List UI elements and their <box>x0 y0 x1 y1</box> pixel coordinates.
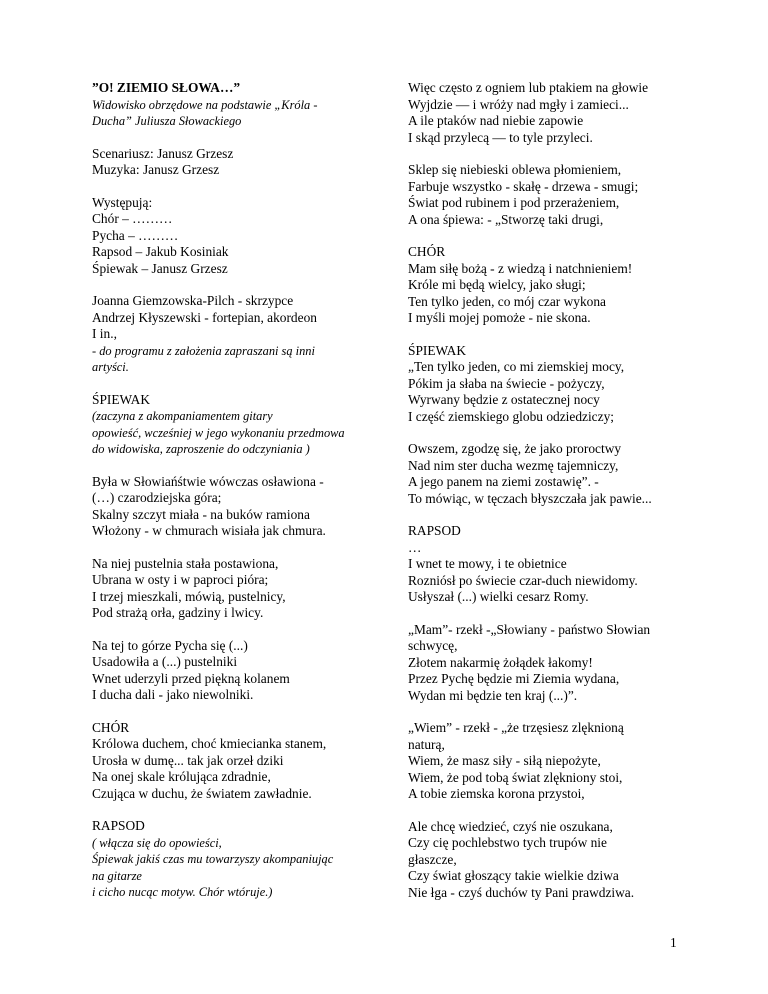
subtitle-line: Widowisko obrzędowe na podstawie „Króla - <box>92 97 318 112</box>
verse-line: (…) czarodziejska góra; <box>92 490 222 505</box>
verse-line: Wiem, że pod tobą świat zlękniony stoi, <box>408 769 623 785</box>
stage-direction-line: ( włącza się do opowieści, <box>92 835 222 850</box>
stage-direction-line: opowieść, wcześniej w jego wykonaniu przedmowa <box>92 425 345 440</box>
stage-direction-line: do widowiska, zaproszenie do odczyniania ) <box>92 442 310 456</box>
verse-line: Wydan mi będzie ten kraj (...)”. <box>408 687 578 703</box>
musician-note-line: - do programu z założenia zapraszani są inni <box>92 343 315 358</box>
cast-line: Śpiewak – Janusz Grzesz <box>92 260 228 276</box>
stanza <box>92 474 382 540</box>
verse-line: Czująca w duchu, że światem zawładnie. <box>92 785 312 801</box>
musician-line: Joanna Giemzowska-Pilch - skrzypce <box>92 293 294 308</box>
stage-direction-line: Śpiewak jakiś czas mu towarzyszy akompaniując <box>92 852 334 866</box>
verse-line: I trzej mieszkali, mówią, pustelnicy, <box>92 588 286 604</box>
verse-line: Wiem, że masz siły - siłą niepożyte, <box>408 753 601 768</box>
verse-line: I skąd przylecą — to tyle przyleci. <box>408 129 593 145</box>
verse-line: Skalny szczyt miała - na buków ramiona <box>92 506 310 522</box>
verse-line: CHÓR <box>408 244 446 259</box>
verse-line: Owszem, zgodzę się, że jako proroctwy <box>408 441 622 456</box>
verse-line: I wnet te mowy, i te obietnice <box>408 556 567 571</box>
cast-block <box>92 195 382 278</box>
cast-line: Pycha – ……… <box>92 227 179 243</box>
verse-line: Ale chcę wiedzieć, czyś nie oszukana, <box>408 818 613 834</box>
verse-line: I część ziemskiego globu odziedziczy; <box>408 408 614 424</box>
stanza <box>408 162 708 228</box>
verse-line: … <box>408 539 422 555</box>
header-block <box>92 80 382 130</box>
verse-line: Rozniósł po świecie czar-duch niewidomy. <box>408 572 638 588</box>
verse-line: I ducha dali - jako niewolniki. <box>92 687 254 702</box>
verse-line: Pod strażą orła, gadziny i lwicy. <box>92 605 264 620</box>
verse-line: Farbuje wszystko - skałę - drzewa - smugi; <box>408 178 639 194</box>
verse-line: naturą, <box>408 736 445 752</box>
verse-line: Wyrwany będzie z ostatecznej nocy <box>408 392 600 407</box>
stanza <box>408 819 708 902</box>
page-number: 1 <box>670 935 677 950</box>
verse-line: A ona śpiewa: - „Stworzę taki drugi, <box>408 211 604 227</box>
verse-line: A ile ptaków nad niebie zapowie <box>408 113 584 128</box>
verse-line: schwycę, <box>408 638 458 653</box>
subtitle-line: Ducha” Juliusza Słowackiego <box>92 114 242 128</box>
musician-note-line: artyści. <box>92 360 129 374</box>
right-sections <box>408 80 708 901</box>
verse-line: „Mam”- rzekł -„Słowiany - państwo Słowian <box>408 621 651 637</box>
stanza <box>408 441 708 507</box>
verse-line: Czy świat głoszący takie wielkie dziwa <box>408 868 619 883</box>
verse-line: RAPSOD <box>408 523 461 538</box>
stage-direction-line: i cicho nucąc motyw. Chór wtóruje.) <box>92 885 273 899</box>
verse-line: ŚPIEWAK <box>408 342 467 358</box>
verse-line: Wyjdzie — i wróży nad mgły i zamieci... <box>408 96 629 112</box>
stanza <box>408 343 708 426</box>
stanza <box>408 622 708 705</box>
verse-line: Wnet uderzyli przed piękną kolanem <box>92 670 290 686</box>
verse-line: Nie łga - czyś duchów ty Pani prawdziwa. <box>408 884 635 900</box>
stanza <box>92 556 382 622</box>
stanza <box>408 523 708 606</box>
stanza <box>408 80 708 146</box>
verse-line: Świat pod rubinem i pod przerażeniem, <box>408 195 620 210</box>
verse-line: Na tej to górze Pycha się (...) <box>92 637 248 653</box>
stanza <box>92 392 382 458</box>
verse-line: A jego panem na ziemi zostawię”. - <box>408 474 599 489</box>
verse-line: Królowa duchem, choć kmiecianka stanem, <box>92 736 327 751</box>
verse-line: „Ten tylko jeden, co mi ziemskiej mocy, <box>408 359 625 374</box>
verse-line: „Wiem” - rzekł - „że trzęsiesz zlęknioną <box>408 720 624 735</box>
verse-line: Usadowiła a (...) pustelniki <box>92 654 238 669</box>
left-sections <box>92 392 382 901</box>
cast-line: Występują: <box>92 194 153 210</box>
stanza <box>408 244 708 327</box>
verse-line: Ten tylko jeden, co mój czar wykona <box>408 293 606 309</box>
verse-line: Na onej skale królująca zdradnie, <box>92 769 271 784</box>
verse-line: Przez Pychę będzie mi Ziemia wydana, <box>408 671 620 686</box>
verse-line: ŚPIEWAK <box>92 391 151 407</box>
verse-line: Czy cię pochlebstwo tych trupów nie <box>408 835 607 850</box>
stage-direction-line: (zaczyna z akompaniamentem gitary <box>92 409 273 423</box>
verse-line: Była w Słowiańśtwie wówczas osławiona - <box>92 473 324 489</box>
verse-line: A tobie ziemska korona przystoi, <box>408 786 585 801</box>
cast-line: Rapsod – Jakub Kosiniak <box>92 244 229 259</box>
verse-line: Więc często z ogniem lub ptakiem na głowie <box>408 80 649 95</box>
verse-line: Króle mi będą wielcy, jako sługi; <box>408 277 586 292</box>
left-column <box>92 80 382 901</box>
verse-line: Pókim ja słaba na świecie - pożyczy, <box>408 375 605 391</box>
verse-line: CHÓR <box>92 719 130 735</box>
verse-line: Mam siłę bożą - z wiedzą i natchnieniem! <box>408 260 633 276</box>
verse-line: Złotem nakarmię żołądek łakomy! <box>408 654 593 670</box>
verse-line: RAPSOD <box>92 818 145 833</box>
verse-line: Na niej pustelnia stała postawiona, <box>92 555 279 571</box>
stanza <box>408 720 708 803</box>
stanza <box>92 818 382 901</box>
verse-line: Nad nim ster ducha wezmę tajemniczy, <box>408 457 619 473</box>
credit-line: Scenariusz: Janusz Grzesz <box>92 145 234 161</box>
musician-line: Andrzej Kłyszewski - fortepian, akordeon <box>92 309 317 325</box>
verse-line: Urosła w dumę... tak jak orzeł dziki <box>92 752 284 768</box>
stanza <box>92 720 382 803</box>
credit-line: Muzyka: Janusz Grzesz <box>92 162 220 177</box>
right-column <box>408 80 708 901</box>
page-title: ”O! ZIEMIO SŁOWA…” <box>92 80 241 95</box>
cast-line: Chór – ……… <box>92 211 173 226</box>
verse-line: Usłyszał (...) wielki cesarz Romy. <box>408 589 589 604</box>
credits-block <box>92 146 382 179</box>
verse-line: I myśli mojej pomoże - nie skona. <box>408 310 591 325</box>
musician-line: I in., <box>92 326 117 341</box>
verse-line: Ubrana w osty i w paproci pióra; <box>92 572 269 587</box>
stanza <box>92 638 382 704</box>
stage-direction-line: na gitarze <box>92 868 142 883</box>
verse-line: Sklep się niebieski oblewa płomieniem, <box>408 162 622 177</box>
musicians-block <box>92 293 382 376</box>
verse-line: To mówiąc, w tęczach błyszczała jak pawie... <box>408 490 652 506</box>
verse-line: Włożony - w chmurach wisiała jak chmura. <box>92 523 326 538</box>
verse-line: głaszcze, <box>408 851 457 867</box>
